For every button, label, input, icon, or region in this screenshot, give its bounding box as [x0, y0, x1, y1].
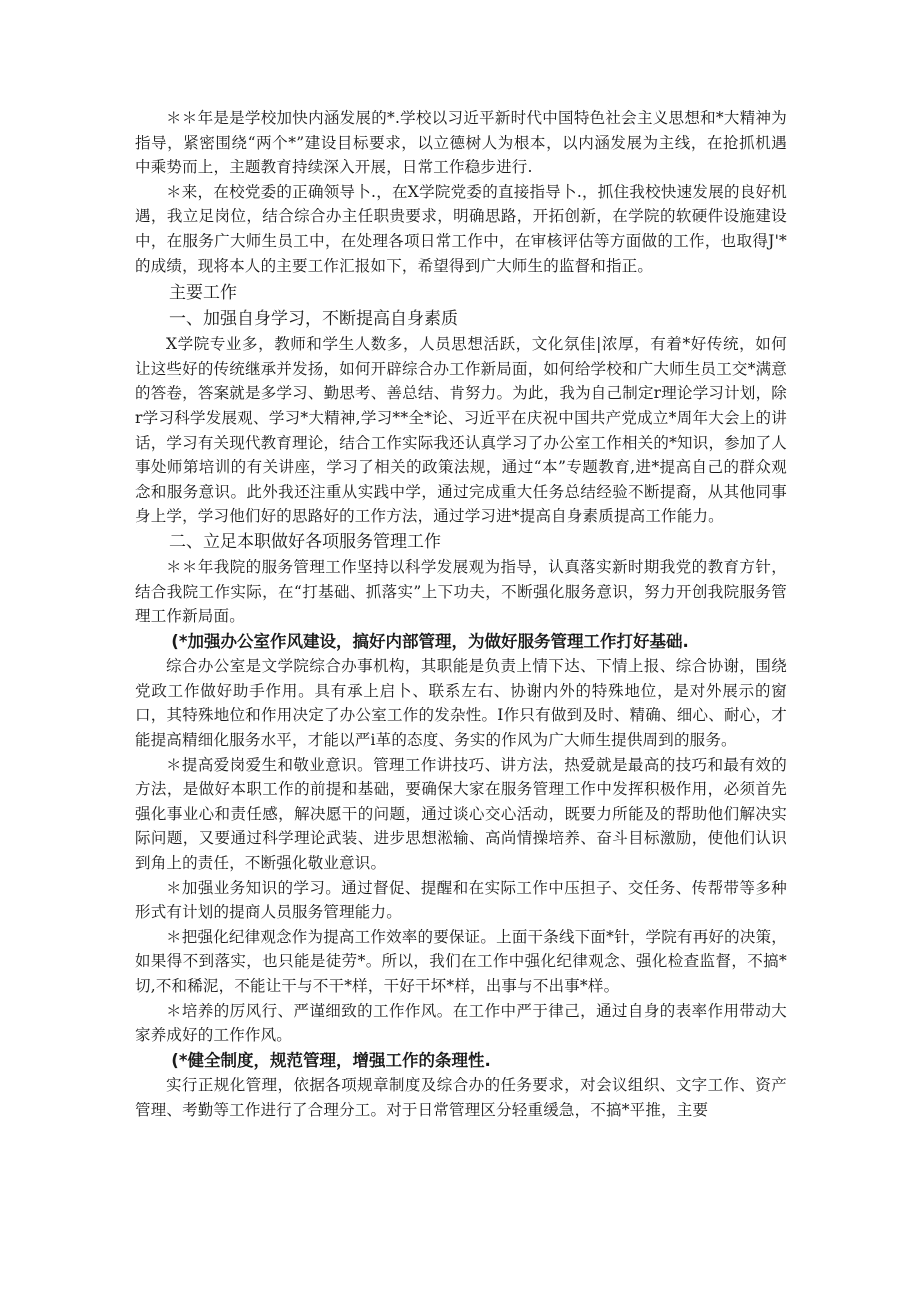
subsection-1-paragraph-3: ＊加强业务知识的学习。通过督促、提醒和在实际工作中压担子、交任务、传帮带等多种形式有计划的提商人员服务管理能力。 [135, 878, 787, 922]
section-heading-main-work: 主要工作 [169, 283, 237, 304]
subsection-heading-2: (*健全制度，规范管理，增强工作的条理性. [171, 1050, 491, 1070]
intro-paragraph-2: ＊来，在校党委的正确领导卜.，在X学院党委的直接指导卜.，抓住我校快速发展的良好机遇，我立足岗位，结合综合办主任职贵要求，明确思路，开拓创新，在学院的软硬件设施建设中，在服务广大师生员工中，在处理各项日常工作中，在审核评估等方面做的工作，也取得J'*的成绩，现将本人的主要工作汇报如下，希望得到广大师生的监督和指正。 [135, 182, 787, 275]
subsection-2-paragraph-1: 实行正规化管理，依据各项规章制度及综合办的任务要求，对会议组织、文字工作、资产管理、考勤等工作进行了合理分工。对于日常管理区分轻重缓急，不搞*平推，主要 [135, 1076, 787, 1119]
document-body [135, 106, 787, 1122]
section-heading-2: 二、立足本职做好各项服务管理工作 [169, 531, 441, 552]
intro-paragraph-1: ＊＊年是是学校加快内涵发展的*.学校以习近平新时代中国特色社会主义思想和*大精神为指导，紧密围绕“两个*”建设目标要求，以立德树人为根本，以内涵发展为主线，在抢抓机遇中乘势而上，主题教育持续深入开展，日常工作稳步进行. [135, 109, 787, 177]
subsection-heading-1: (*加强办公室作风建设，搞好内部管理，为做好服务管理工作打好基础. [171, 631, 689, 651]
section-2-paragraph: ＊＊年我院的服务管理工作坚持以科学发展观为指导，认真落实新时期我党的教育方针，结合我院工作实际，在“打基础、抓落实”上下功夫，不断强化服务意识，努力开创我院服务管理工作新局面。 [135, 557, 787, 626]
subsection-1-paragraph-5: ＊培养的厉风行、严谨细致的工作作风。在工作中严于律己，通过自身的表率作用带动大家养成好的工作作风。 [135, 1001, 787, 1045]
section-1-paragraph: X学院专业多，教师和学生人数多，人员思想活跃，文化氛佳|浓厚，有着*好传统，如何让这些好的传统继承并发扬，如何开辟综合办工作新局面，如何给学校和广大师生员工交*满意的答卷，答案就是多学习、勤思考、善总结、肯努力。为此，我为自己制定r理论学习计划，除r学习科学发展观、学习*大精神,学习**全*论、习近平在庆祝中国共产党成立*周年大会上的讲话，学习有关现代教育理论，结合工作实际我还认真学习了办公室工作相关的*知识，参加了人事处师第培训的有关讲座，学习了相关的政策法规，通过“本”专题教育,进*提高自己的群众观念和服务意识。此外我还注重从实践中学，通过完成重大任务总结经验不断提裔，从其他同事身上学，学习他们好的思路好的工作方法，通过学习进*提高自身素质提高工作能力。 [135, 335, 787, 526]
subsection-1-paragraph-2: ＊提高爱岗爱生和敬业意识。管理工作讲技巧、讲方法，热爱就是最高的技巧和最有效的方法，是做好本职工作的前提和基础，要确保大家在服务管理工作中发挥积极作用，必须首先强化事业心和责任感，解决愿干的问题，通过谈心交心活动，既要力所能及的帮助他们解决实际问题，又要通过科学理论武装、进步思想淞输、高尚情操培养、奋斗目标激励，使他们认识到角上的责任，不断强化敬业意识。 [135, 755, 787, 872]
subsection-1-paragraph-1: 综合办公室是文学院综合办事机构，其职能是负责上情下达、下情上报、综合协谢，围绕党政工作做好助手作用。具有承上启卜、联系左右、协谢内外的特殊地位，是对外展示的窗口，其特殊地位和作用决定了办公室工作的发杂性。I作只有做到及时、精确、细心、耐心，才能提高精细化服务水平，才能以严i革的态度、务实的作风为广大师生提供周到的服务。 [135, 657, 787, 749]
section-heading-1: 一、加强自身学习，不断提高自身素质 [169, 309, 458, 330]
subsection-1-paragraph-4: ＊把强化纪律观念作为提高工作效率的要保证。上面干条线下面*针，学院有再好的决策，如果得不到落实，也只能是徒劳*。所以，我们在工作中强化纪律观念、强化检查监督，不搞*切,不和稀泥，不能让干与不干*样，干好干坏*样，出事与不出事*样。 [135, 927, 787, 995]
